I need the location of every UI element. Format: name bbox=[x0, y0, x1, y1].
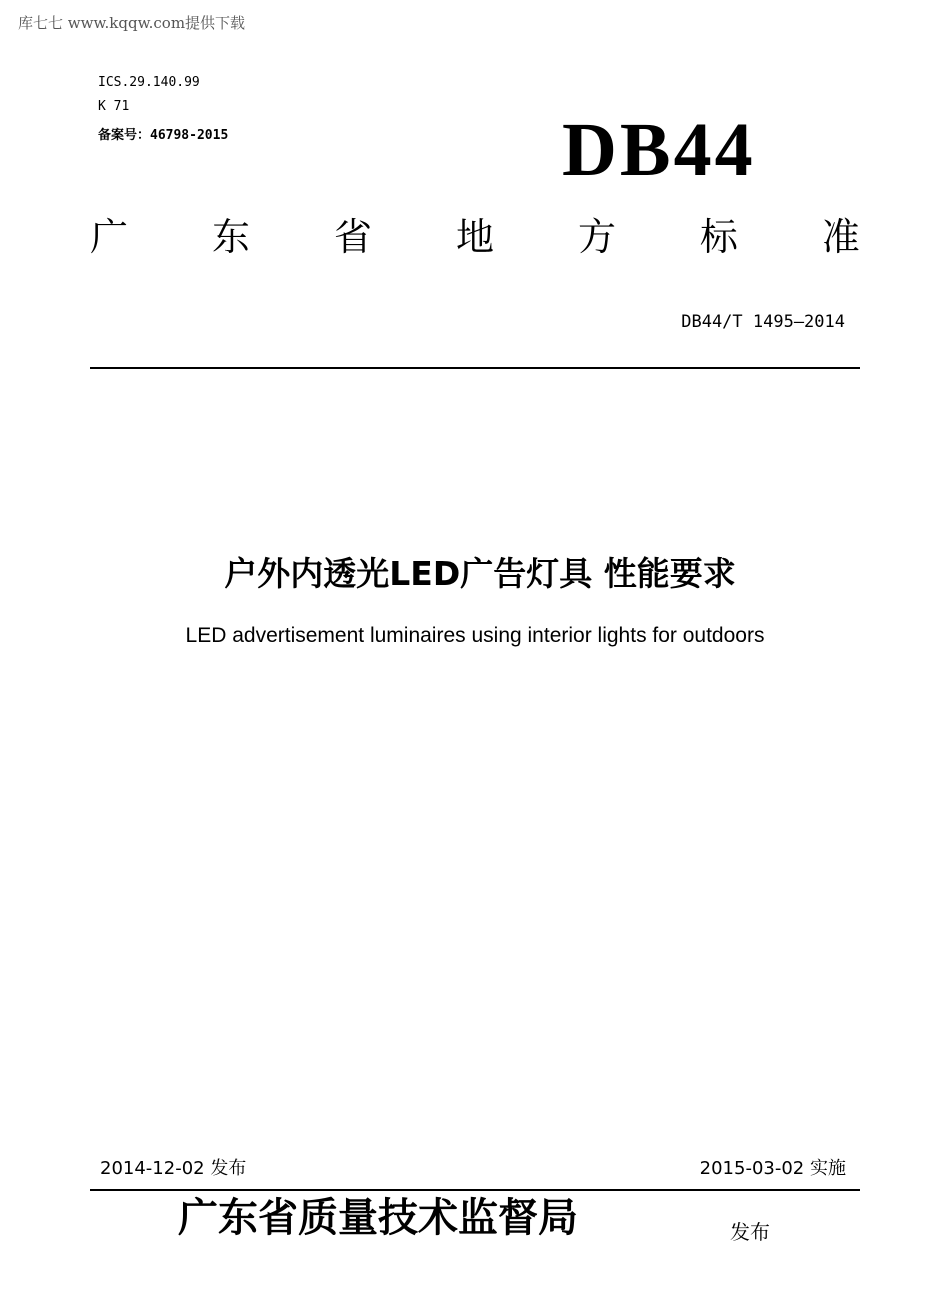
standard-type-char: 准 bbox=[821, 215, 860, 259]
db-mark: DB44 bbox=[562, 108, 756, 192]
record-number: 备案号：46798-2015 bbox=[98, 128, 229, 143]
document-title-chinese: 户外内透光LED广告灯具 性能要求 bbox=[224, 554, 736, 593]
implementation-date: 2015-03-02 实施 bbox=[699, 1158, 846, 1179]
standard-type-char: 省 bbox=[333, 215, 372, 259]
top-divider bbox=[90, 367, 860, 369]
standard-type-char: 东 bbox=[211, 215, 250, 259]
release-date: 2014-12-02 发布 bbox=[100, 1158, 247, 1179]
watermark-text: 库七七 www.kqqw.com提供下载 bbox=[18, 14, 246, 32]
ics-code: ICS.29.140.99 bbox=[98, 75, 200, 90]
issuer-suffix: 发布 bbox=[730, 1220, 770, 1244]
standard-type-char: 方 bbox=[577, 215, 616, 259]
issuer-name: 广东省质量技术监督局 bbox=[178, 1194, 578, 1241]
standard-number: DB44/T 1495—2014 bbox=[681, 312, 845, 332]
category-code: K 71 bbox=[98, 99, 130, 114]
document-title-english: LED advertisement luminaires using interior lights for outdoors bbox=[185, 624, 765, 647]
standard-type-heading bbox=[90, 215, 860, 259]
bottom-divider bbox=[90, 1189, 860, 1191]
standard-type-char: 地 bbox=[455, 215, 494, 259]
standard-type-char: 广 bbox=[90, 215, 129, 259]
standard-type-char: 标 bbox=[699, 215, 738, 259]
